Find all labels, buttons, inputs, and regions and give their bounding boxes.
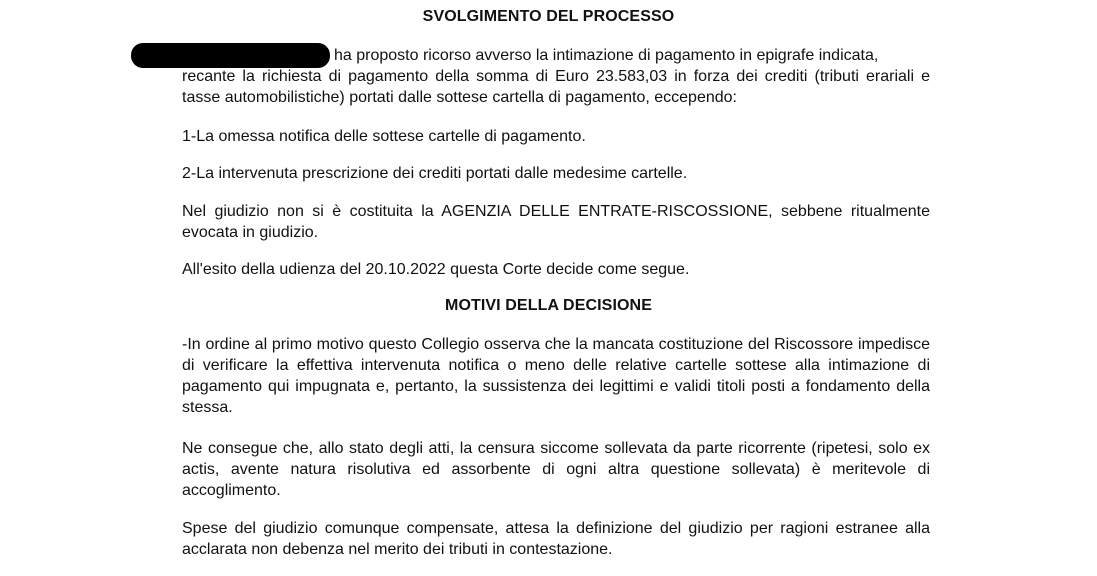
list-item-2: 2-La intervenuta prescrizione dei crediti portati dalle medesime cartelle.: [182, 165, 688, 182]
paragraph-spese: Spese del giudizio comunque compensate, attesa la definizione del giudizio per ragioni estranee alla acclarata non debenza nel merito dei tributi in contestazione.: [182, 520, 930, 558]
redacted-name: [131, 43, 330, 68]
section-heading-motivi: MOTIVI DELLA DECISIONE: [445, 297, 652, 314]
paragraph-ricorso-line1: ha proposto ricorso avverso la intimazione di pagamento in epigrafe indicata,: [334, 47, 879, 64]
paragraph-agenzia: Nel giudizio non si è costituita la AGENZIA DELLE ENTRATE-RISCOSSIONE, sebbene ritualmente evocata in giudizio.: [182, 203, 930, 241]
paragraph-ricorso: recante la richiesta di pagamento della somma di Euro 23.583,03 in forza dei crediti (tributi erariali e tasse automobilistiche) portati dalle sottese cartella di pagamento, eccependo:: [182, 68, 930, 106]
paragraph-consegue: Ne consegue che, allo stato degli atti, la censura siccome sollevata da parte ricorrente (ripetesi, solo ex actis, avente natura risolutiva ed assorbente di ogni altra questione sollevata) è meritevole di accoglimento.: [182, 440, 930, 499]
section-heading-process: SVOLGIMENTO DEL PROCESSO: [422, 8, 675, 25]
list-item-1: 1-La omessa notifica delle sottese cartelle di pagamento.: [182, 128, 586, 145]
paragraph-motivo: -In ordine al primo motivo questo Collegio osserva che la mancata costituzione del Riscossore impedisce di verificare la effettiva intervenuta notifica o meno delle relative cartelle sottese alla intimazione di pagamento qui impugnata e, pertanto, la sussistenza dei legittimi e validi titoli posti a fondamento della stessa.: [182, 336, 930, 416]
paragraph-udienza: All'esito della udienza del 20.10.2022 questa Corte decide come segue.: [182, 261, 690, 278]
